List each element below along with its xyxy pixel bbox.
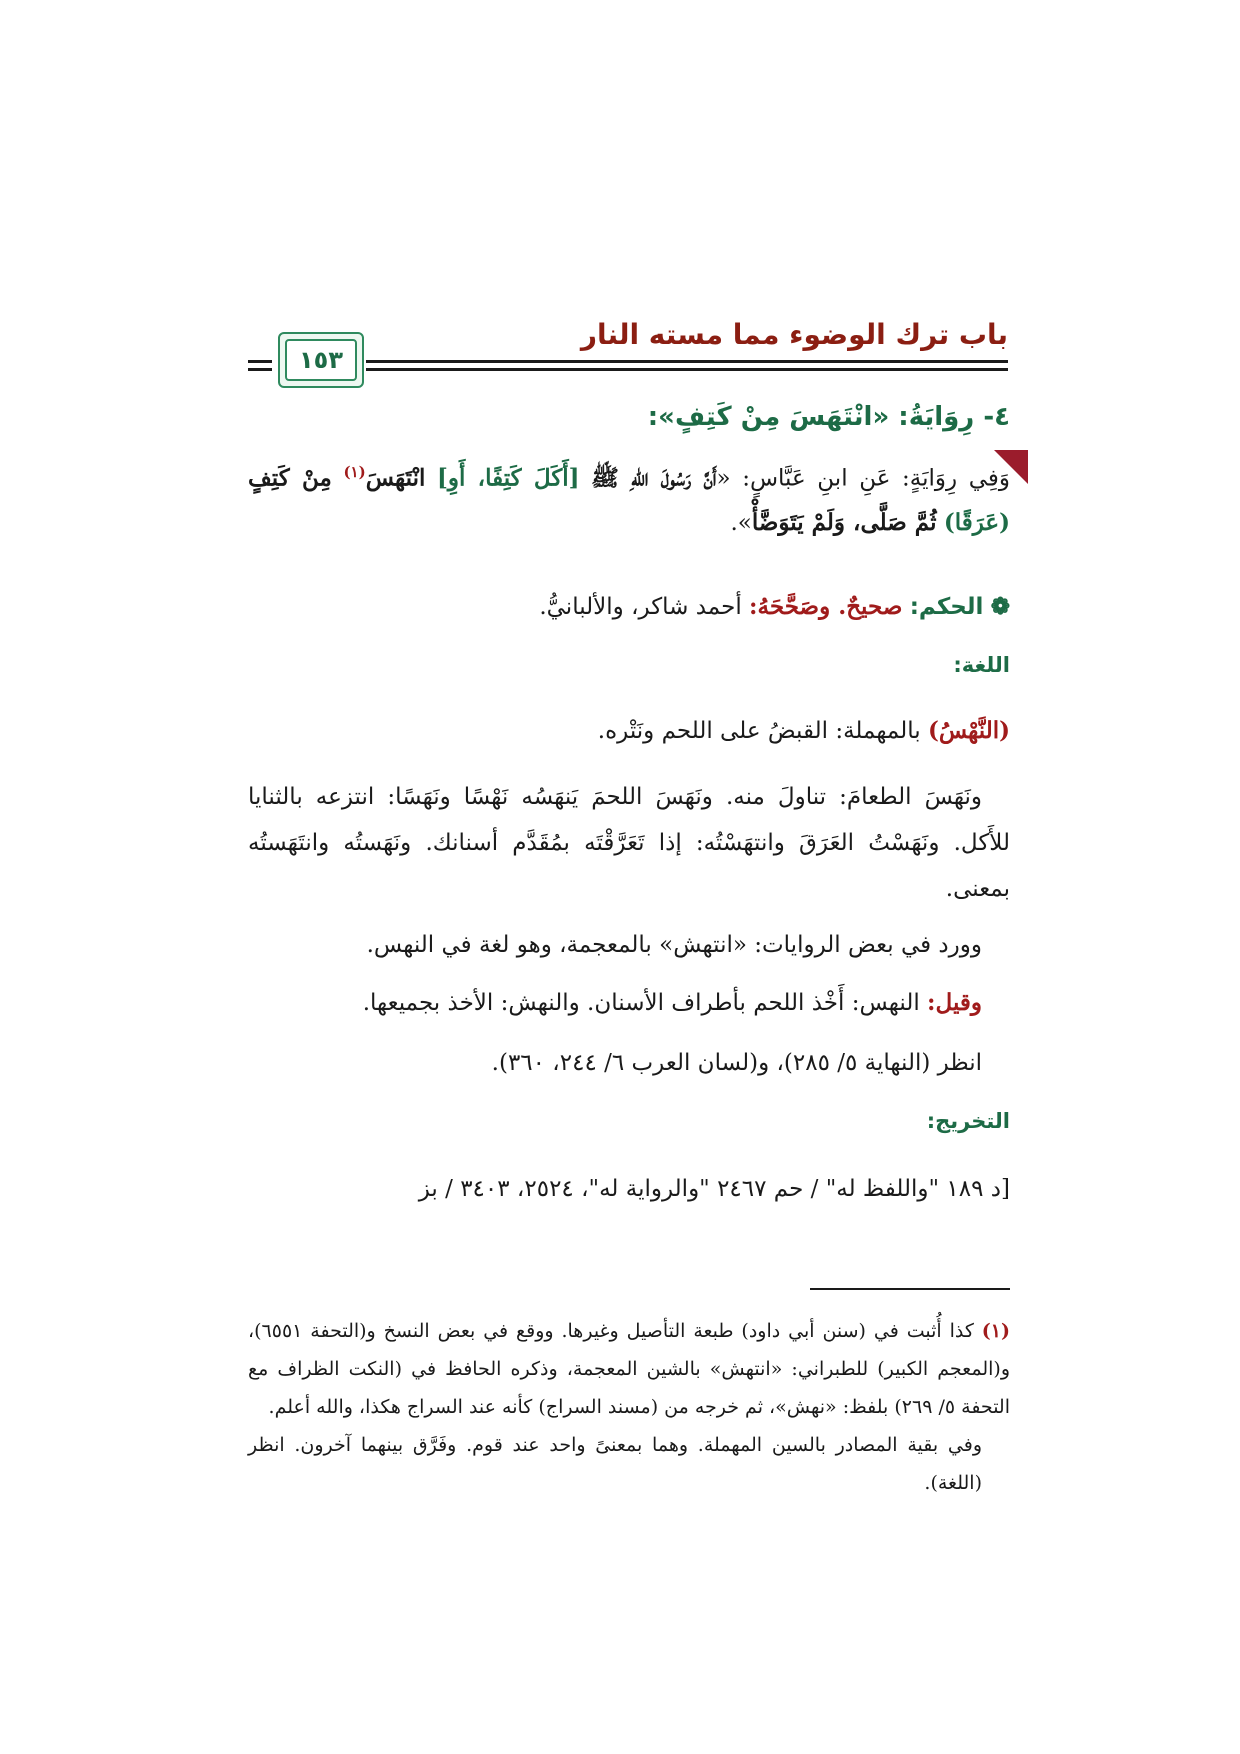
- ruling-label: الحكم:: [909, 594, 984, 620]
- language-p1: [248, 708, 1010, 754]
- language-term: (النَّهْسُ): [927, 717, 1010, 744]
- takhrij-label-block: [248, 1098, 1010, 1144]
- footnote-ref: (١): [343, 463, 366, 481]
- narration-bold-4: ثُمَّ صَلَّى، وَلَمْ يَتَوَضَّأْ: [751, 508, 937, 536]
- takhrij-label: التخريج:: [926, 1109, 1010, 1133]
- narration-bold-2: انْتَهَسَ: [365, 464, 426, 492]
- narration-green-2: (عَرَقًا): [943, 508, 1010, 536]
- takhrij: [248, 1166, 1010, 1212]
- narration-intro: وَفِي رِوَايَةٍ: عَنِ ابنِ عَبَّاسٍ: «: [716, 465, 1010, 492]
- narration-text: [248, 450, 1010, 545]
- chapter-title: باب ترك الوضوء مما مسته النار: [580, 318, 1008, 351]
- footnote-text-2: وفي بقية المصادر بالسين المهملة. وهما بمعنىً واحد عند قوم. وفَرَّق بينهما آخرون. انظر (اللغة).: [248, 1434, 982, 1494]
- ruling-authorities: أحمد شاكر، والألبانيُّ.: [539, 594, 742, 620]
- page-header: [248, 318, 1008, 378]
- language-p4-line: [248, 980, 1010, 1026]
- language-label: اللغة:: [953, 653, 1010, 677]
- language-def: بالمهملة: القبضُ على اللحم ونَتْره.: [597, 718, 921, 744]
- page-number-frame: [278, 332, 364, 388]
- footnote-1: [248, 1312, 1010, 1426]
- corner-ornament: [994, 450, 1028, 484]
- language-p2: [248, 774, 1010, 912]
- language-p3: [248, 922, 1010, 968]
- narration-heading: ٤- رِوَايَةُ: «انْتَهَسَ مِنْ كَتِفٍ»:: [647, 402, 1010, 432]
- language-label-block: [248, 642, 1010, 688]
- ruling-value: صحيحٌ. وصَحَّحَهُ:: [749, 593, 903, 620]
- language-p5-text: انظر (النهاية ٥/ ٢٨٥)، و(لسان العرب ٦/ ٢٤٤، ٣٦٠).: [491, 1050, 982, 1076]
- header-rule-left: [248, 360, 272, 363]
- ruling: [248, 584, 1010, 630]
- narration-block: [248, 450, 1010, 545]
- language-p4-label: وقيل:: [927, 989, 982, 1016]
- ruling-line: [248, 584, 1010, 630]
- ornament-icon: ❁: [990, 593, 1010, 620]
- language-p4: [248, 980, 1010, 1026]
- language-p4-text: النهس: أَخْذ اللحم بأطراف الأسنان. والنهش: الأخذ بجميعها.: [362, 990, 920, 1016]
- takhrij-text: [د ١٨٩ "واللفظ له" / حم ٢٤٦٧ "والرواية له"، ٢٥٢٤، ٣٤٠٣ / بز: [418, 1176, 1010, 1202]
- language-p2-text: ونَهَسَ الطعامَ: تناولَ منه. ونَهَسَ اللحمَ يَنهَسُه نَهْسًا ونَهَسًا: انتزعه بالثنايا للأَكل. ونَهَسْتُ العَرَقَ وانتهَسْتُه: إذا تَعَرَّقْتَه بمُقَدَّم أسنانك. ونَهَستُه وانتَهَستُه بمعنى.: [248, 784, 1010, 902]
- footnote-text-1: كذا أُثبت في (سنن أبي داود) طبعة التأصيل وغيرها. ووقع في بعض النسخ و(التحفة ٦٥٥١)، و(المعجم الكبير) للطبراني: «انتهش» بالشين المعجمة، وذكره الحافظ في (النكت الظراف مع التحفة ٥/ ٢٦٩) بلفظ: «نهش»، ثم خرجه من (مسند السراج) كأنه عند السراج هكذا، والله أعلم.: [248, 1320, 1010, 1418]
- narration-bold-1: أَنَّ رَسُولَ اللهِ ﷺ: [591, 464, 717, 492]
- header-rule-2: [366, 368, 1008, 371]
- narration-green-1: [أَكَلَ كَتِفًا، أَوِ]: [436, 464, 580, 492]
- section-heading: [248, 394, 1010, 440]
- language-def-line: [248, 708, 1010, 754]
- language-p5: [248, 1040, 1010, 1086]
- header-rule: [366, 360, 1008, 363]
- footnote-separator: [810, 1288, 1010, 1290]
- language-p3-text: وورد في بعض الروايات: «انتهش» بالمعجمة، وهو لغة في النهس.: [366, 932, 982, 958]
- footnotes: [248, 1312, 1010, 1502]
- header-rule-left-2: [248, 368, 272, 371]
- narration-bold-3: مِنْ كَتِفٍ: [248, 464, 332, 492]
- narration-end: ».: [730, 509, 752, 536]
- page-number: ١٥٣: [285, 339, 357, 381]
- footnote-number: (١): [981, 1320, 1011, 1342]
